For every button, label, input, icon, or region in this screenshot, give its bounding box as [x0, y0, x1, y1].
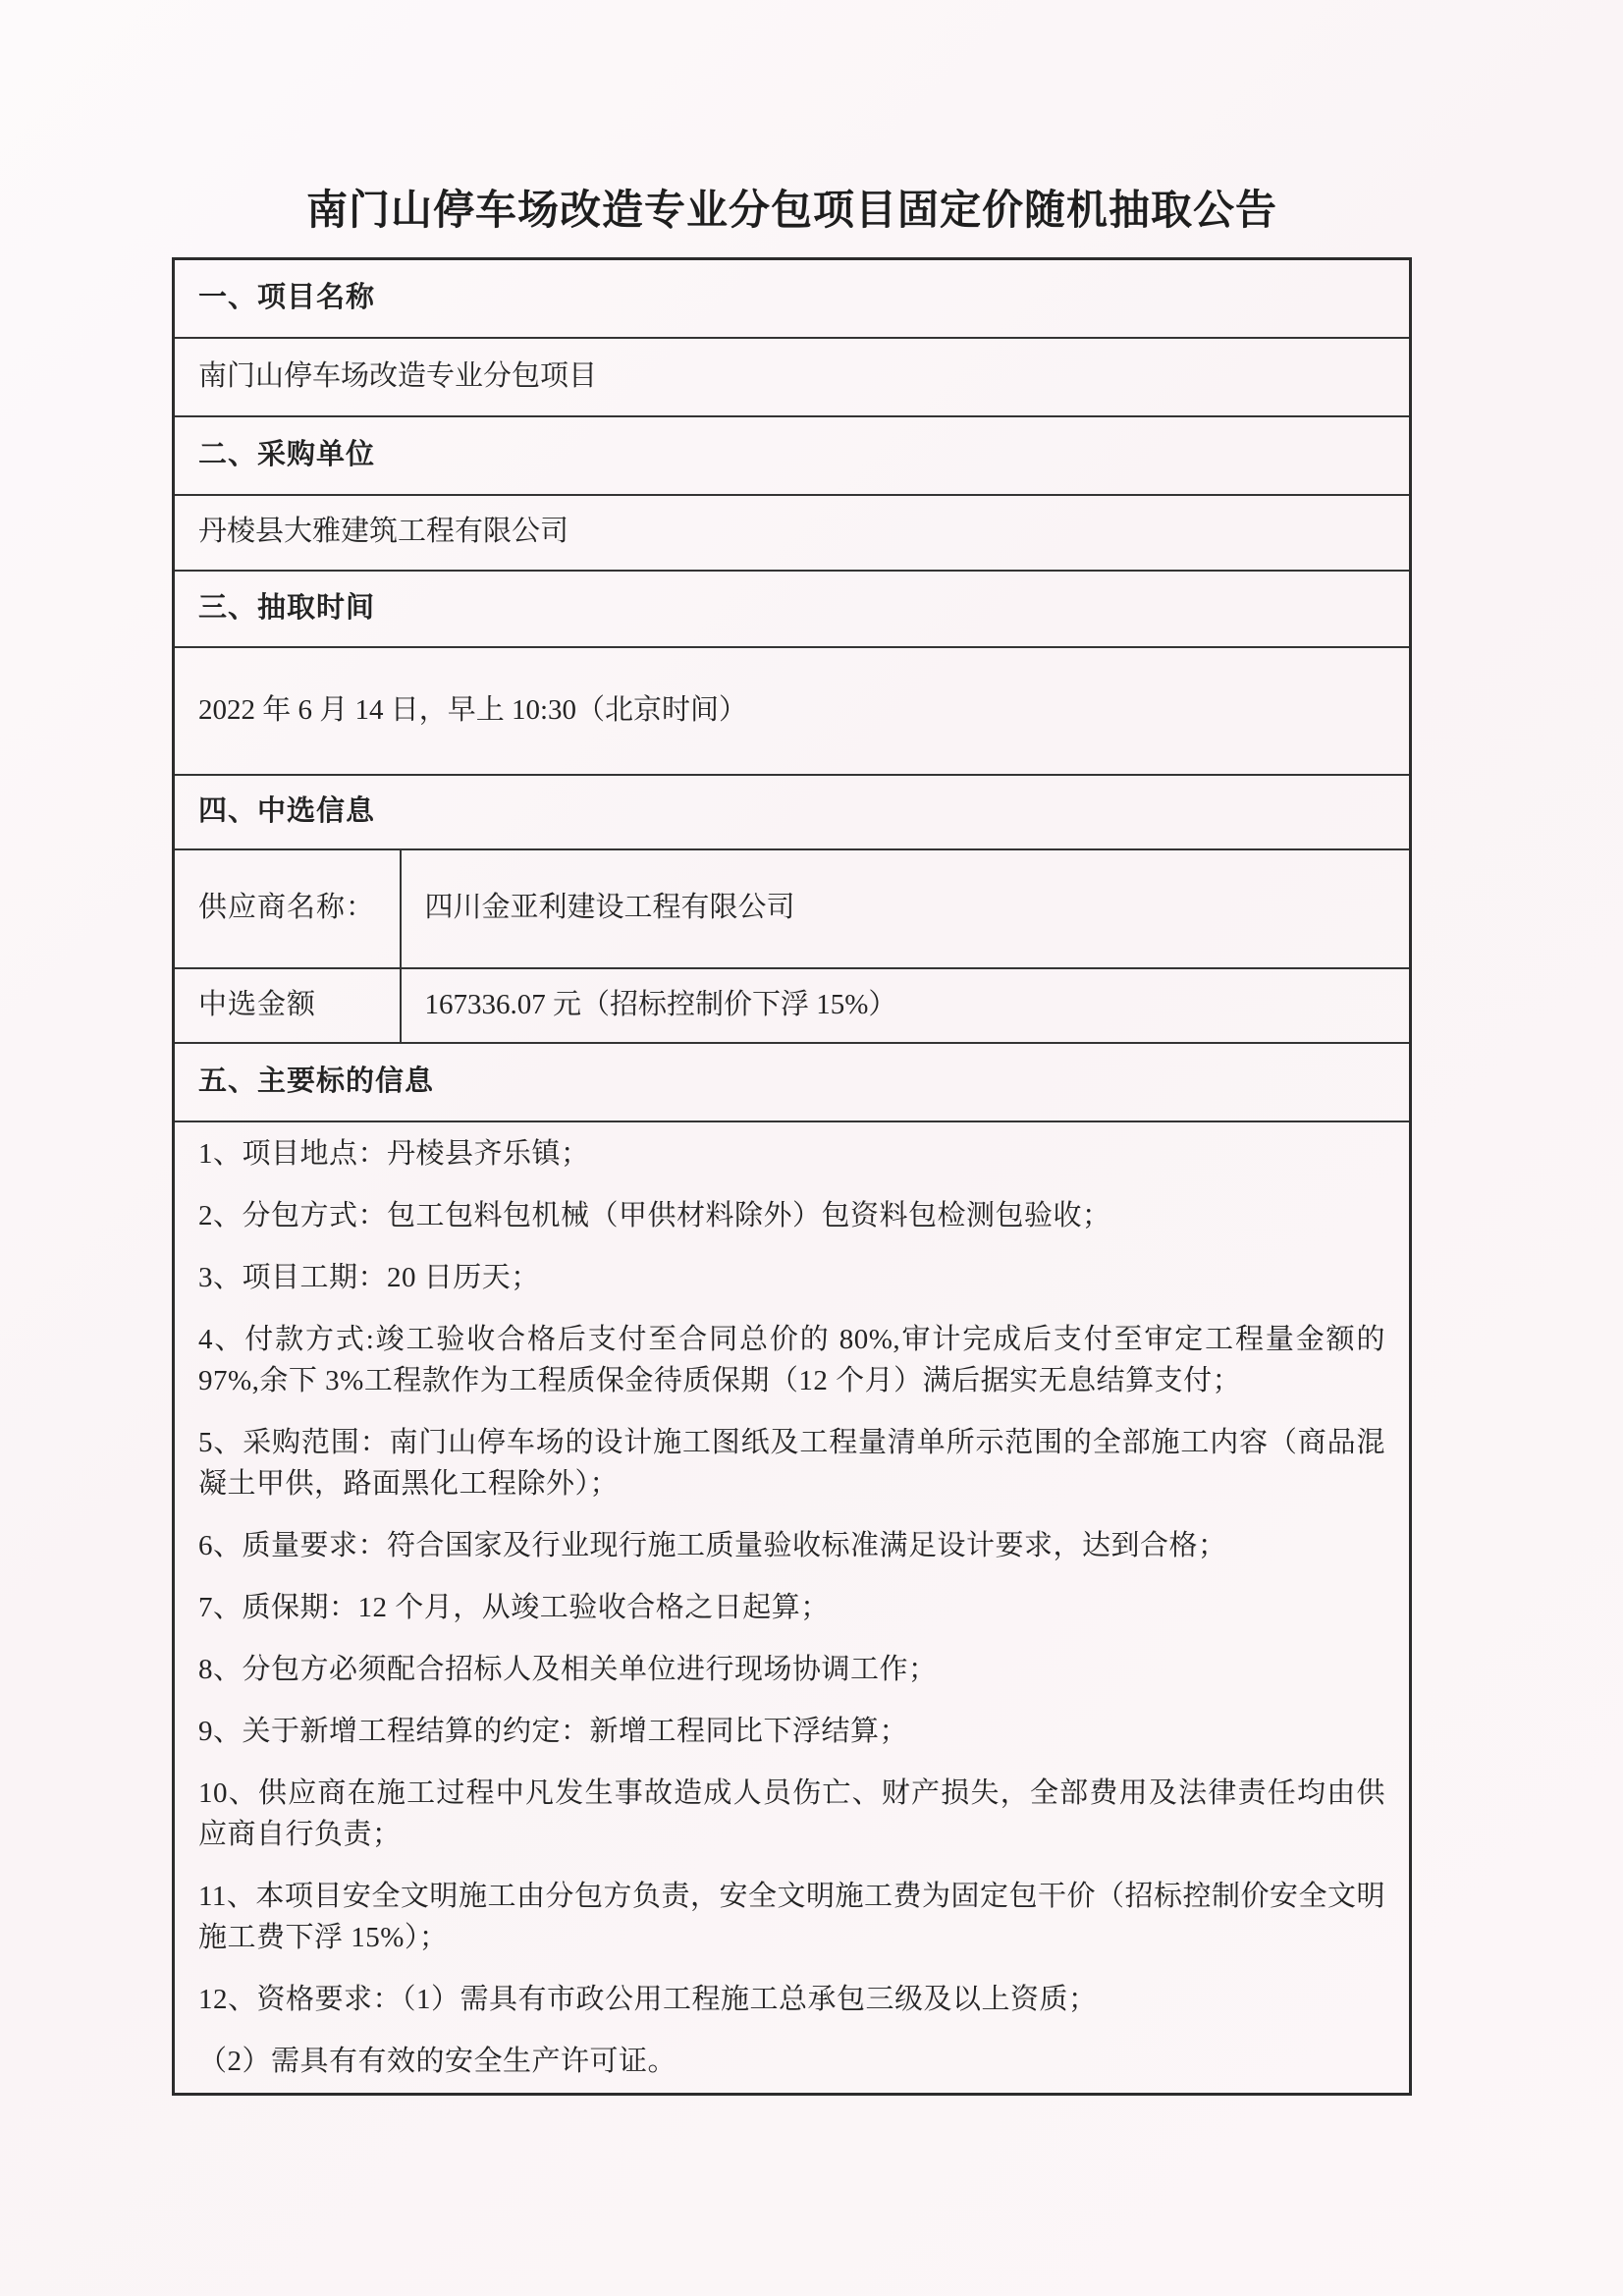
- subject-item-6: 6、质量要求：符合国家及行业现行施工质量验收标准满足设计要求，达到合格；: [198, 1529, 1227, 1561]
- section-5-heading: 五、主要标的信息: [174, 1043, 1411, 1121]
- purchaser-value: 丹棱县大雅建筑工程有限公司: [174, 495, 1411, 571]
- section-2-heading: 二、采购单位: [174, 416, 1411, 495]
- section-4-heading: 四、中选信息: [174, 775, 1411, 849]
- subject-item-7: 7、质保期：12 个月，从竣工验收合格之日起算；: [198, 1591, 830, 1623]
- section-3-content-row: [174, 647, 1411, 775]
- subject-item-3: 3、项目工期：20 日历天；: [198, 1261, 540, 1293]
- subject-item-2: 2、分包方式：包工包料包机械（甲供材料除外）包资料包检测包验收；: [198, 1199, 1111, 1231]
- section-4-heading-row: [174, 775, 1411, 849]
- section-3-heading-row: [174, 571, 1411, 647]
- amount-row: [174, 968, 1411, 1043]
- subject-item-12: 12、资格要求：（1）需具有市政公用工程施工总承包三级及以上资质；: [198, 1983, 1098, 2015]
- subject-item-12b: （2）需具有有效的安全生产许可证。: [198, 2045, 677, 2077]
- selected-amount-label: 中选金额: [174, 968, 401, 1043]
- section-5-content-row: [174, 1121, 1411, 2095]
- announcement-table: [172, 257, 1412, 2096]
- supplier-row: [174, 849, 1411, 968]
- subject-info-cell: [174, 1121, 1411, 2095]
- supplier-name-label: 供应商名称：: [174, 849, 401, 968]
- document-title: 南门山停车场改造专业分包项目固定价随机抽取公告: [305, 189, 1277, 234]
- supplier-name-value: 四川金亚利建设工程有限公司: [401, 849, 1411, 968]
- section-2-content-row: [174, 495, 1411, 571]
- subject-item-9: 9、关于新增工程结算的约定：新增工程同比下浮结算；: [198, 1715, 909, 1747]
- subject-item-11: 11、本项目安全文明施工由分包方负责，安全文明施工费为固定包干价（招标控制价安全文明施工费下浮 15%）；: [198, 1880, 1385, 1953]
- project-name-value: 南门山停车场改造专业分包项目: [174, 338, 1411, 416]
- subject-item-5: 5、采购范围：南门山停车场的设计施工图纸及工程量清单所示范围的全部施工内容（商品混凝土甲供，路面黑化工程除外）；: [198, 1426, 1385, 1500]
- section-1-content-row: [174, 338, 1411, 416]
- draw-time-value: 2022 年 6 月 14 日，早上 10:30（北京时间）: [174, 647, 1411, 775]
- subject-item-8: 8、分包方必须配合招标人及相关单位进行现场协调工作；: [198, 1653, 938, 1685]
- section-1-heading: 一、项目名称: [174, 259, 1411, 338]
- section-2-heading-row: [174, 416, 1411, 495]
- subject-item-4: 4、付款方式:竣工验收合格后支付至合同总价的 80%,审计完成后支付至审定工程量金额的 97%,余下 3%工程款作为工程质保金待质保期（12 个月）满后据实无息结算支付；: [198, 1323, 1385, 1396]
- section-1-heading-row: [174, 259, 1411, 338]
- section-5-heading-row: [174, 1043, 1411, 1121]
- section-3-heading: 三、抽取时间: [174, 571, 1411, 647]
- subject-item-1: 1、项目地点：丹棱县齐乐镇；: [198, 1137, 590, 1170]
- subject-item-10: 10、供应商在施工过程中凡发生事故造成人员伤亡、财产损失，全部费用及法律责任均由供应商自行负责；: [198, 1777, 1385, 1850]
- selected-amount-value: 167336.07 元（招标控制价下浮 15%）: [401, 968, 1411, 1043]
